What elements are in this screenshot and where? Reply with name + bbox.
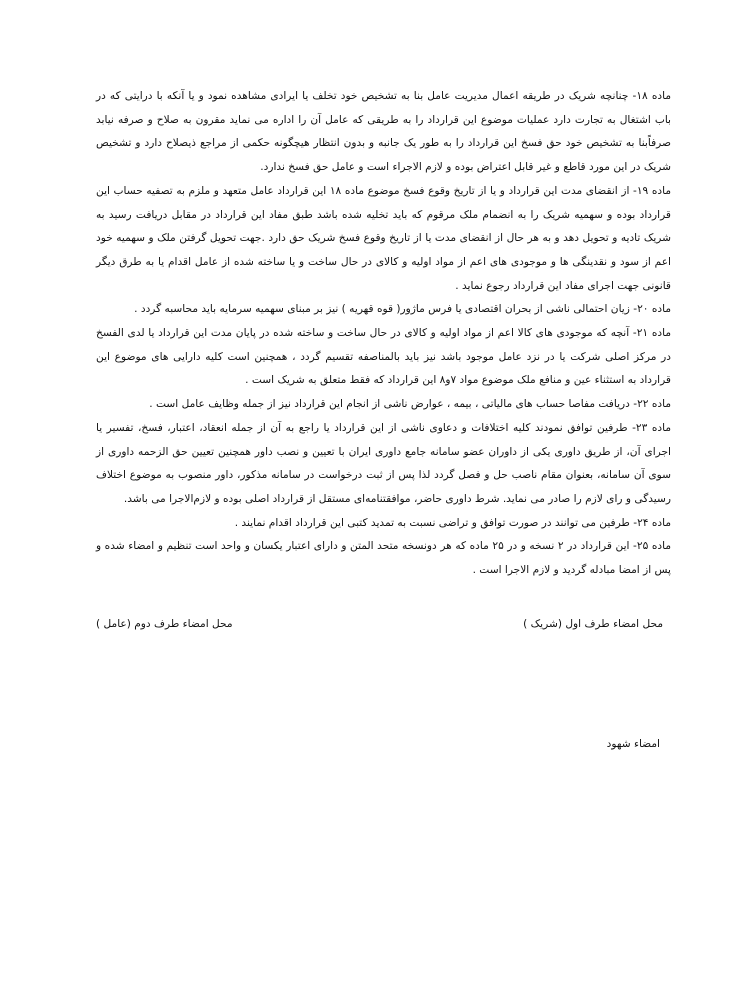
article-25: ماده ۲۵- این قرارداد در ۲ نسخه و در ۲۵ ماده که هر دونسخه متحد المتن و دارای اعتبار یکسان و واحد است تنظیم و امضاء شده و پس از امضا مبادله گردید و لازم الاجرا است . <box>96 540 672 577</box>
article-20: ماده ۲۰- زیان احتمالی ناشی از بحران اقتصادی یا فرس ماژور( قوه قهریه ) نیز بر مبنای سهمیه سرمایه باید محاسبه گردد . <box>134 303 671 316</box>
second-party-signature-label: محل امضاء طرف دوم (عامل ) <box>96 618 233 630</box>
article-19: ماده ۱۹- از انقضای مدت این قرارداد و یا از تاریخ وقوع فسخ موضوع ماده ۱۸ این قرارداد عامل متعهد و ملزم به تصفیه حساب این قرارداد بوده و سهمیه شریک را به انضمام ملک مرقوم که باید تخلیه شده باشد طبق مفاد این قرارداد در مقابل دریافت رسید به شریک تادیه و تحویل دهد و به هر حال از انقضای مدت یا از تاریخ وقوع فسخ شریک حق دارد .جهت تحویل گرفتن ملک و سهمیه خود اعم از سود و نقدینگی ها و موجودی های اعم از مواد اولیه و کالای در حال ساخت و یا ساخته شده از عامل اقدام یا به طرق دیگر قانونی جهت اجرای مفاد این قرارداد رجوع نماید . <box>96 184 671 292</box>
article-23: ماده ۲۳- طرفین توافق نمودند کلیه اختلافات و دعاوی ناشی از این قرارداد یا راجع به آن از جمله انعقاد، اعتبار، فسخ، تفسیر یا اجرای آن، از طریق داوری یکی از داوران عضو سامانه جامع داوری ایران با تعیین و نصب داور همچنین تعیین حق الزحمه داوری از سوی آن سامانه، بعنوان مقام ناصب حل و فصل گردد لذا پس از ثبت درخواست در سامانه مذکور، داور منصوب به موضوع اختلاف رسیدگی و رای لازم را صادر می نماید. شرط داوری حاضر، موافقتنامه‌ای مستقل از قرارداد اصلی بوده و لازم‌الاجرا می باشد. <box>96 421 671 505</box>
witnesses-signature-label: امضاء شهود <box>606 738 660 750</box>
article-18: ماده ۱۸- چنانچه شریک در طریقه اعمال مدیریت عامل بنا به تشخیص خود تخلف یا ایرادی مشاهده نمود و یا آنکه با درایتی که در باب اشتغال به تجارت دارد عملیات موضوع این قرارداد را به طریقی که عامل آن را اداره می نماید مقرون به صلاح و صرفه نیابد صرفاًبنا به تشخیص خود حق فسخ این قرارداد را به طور یک جانبه و بدون انتظار هیچگونه حکمی از مراجع ذیصلاح دارد و تشخیص شریک در این مورد قاطع و غیر قابل اعتراض بوده و لازم الاجراء است و عامل حق فسخ ندارد. <box>96 90 671 174</box>
signature-row <box>96 612 663 636</box>
first-party-signature-label: محل امضاء طرف اول (شریک ) <box>523 618 663 630</box>
article-21: ماده ۲۱- آنچه که موجودی های کالا اعم از مواد اولیه و کالای در حال ساخت و ساخته شده در پایان مدت این قرارداد یا لدی الفسخ در مرکز اصلی شرکت یا در نزد عامل موجود باشد نیز باید بالمناصفه تقسیم گردد ، همچنین است کلیه دارایی های موضوع این قرارداد به استثناء عین و منافع ملک موضوع مواد ۷و۸ این قرارداد که فقط متعلق به شریک است . <box>96 327 671 387</box>
article-22: ماده ۲۲- دریافت مفاصا حساب های مالیاتی ، بیمه ، عوارض ناشی از انجام این قرارداد نیز از جمله وظایف عامل است . <box>149 398 671 411</box>
contract-articles <box>96 85 671 583</box>
article-24: ماده ۲۴- طرفین می توانند در صورت توافق و تراضی نسبت به تمدید کتبی این قرارداد اقدام نمایند . <box>234 516 671 529</box>
